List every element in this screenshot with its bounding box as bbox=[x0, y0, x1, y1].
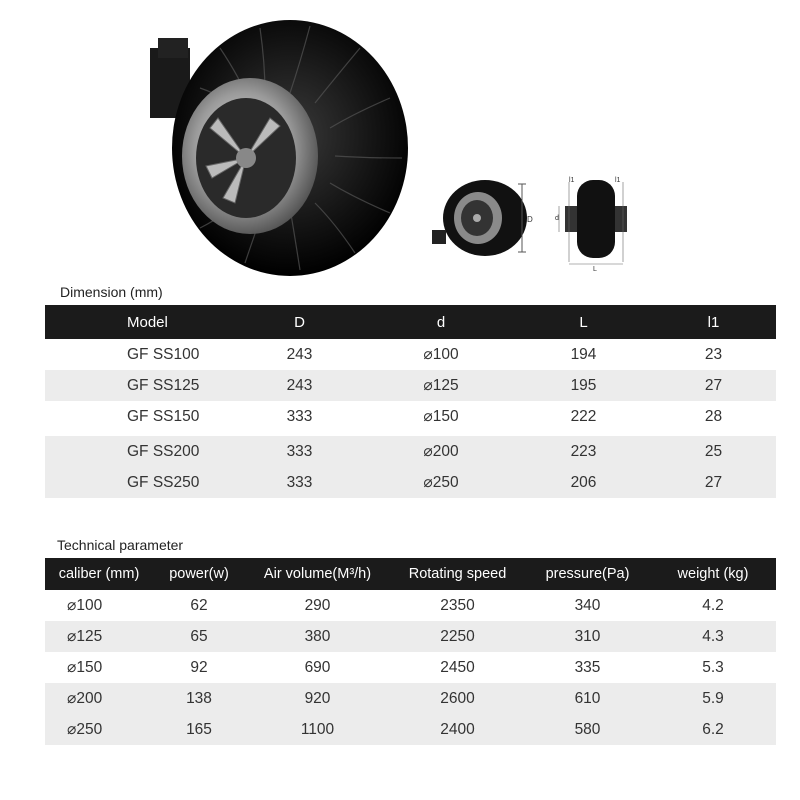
cell-d: ⌀150 bbox=[423, 408, 459, 425]
table-row bbox=[45, 621, 776, 652]
cell-weight: 5.9 bbox=[702, 689, 724, 707]
header-pressure: pressure(Pa) bbox=[545, 566, 630, 582]
cell-power: 92 bbox=[190, 658, 208, 676]
cell-model: GF SS150 bbox=[127, 407, 200, 425]
cell-D: 243 bbox=[286, 345, 313, 363]
table-row bbox=[45, 652, 776, 683]
cell-pressure: 310 bbox=[574, 627, 601, 645]
cell-d: ⌀200 bbox=[423, 443, 459, 460]
header-L: L bbox=[579, 313, 588, 331]
cell-model: GF SS100 bbox=[127, 345, 200, 363]
fan-front-thumbnail bbox=[430, 178, 550, 258]
technical-table bbox=[45, 558, 776, 745]
cell-rotating-speed: 2400 bbox=[440, 720, 475, 738]
table-row bbox=[45, 467, 776, 498]
cell-d: ⌀125 bbox=[423, 377, 459, 394]
header-air-volume: Air volume(M³/h) bbox=[263, 566, 372, 582]
header-d: d bbox=[436, 313, 446, 331]
header-caliber: caliber (mm) bbox=[58, 566, 140, 582]
cell-caliber: ⌀200 bbox=[67, 690, 103, 707]
cell-L: 223 bbox=[570, 442, 597, 460]
header-power: power(w) bbox=[169, 566, 229, 582]
cell-L: 222 bbox=[570, 407, 597, 425]
cell-model: GF SS200 bbox=[127, 442, 200, 460]
cell-d: ⌀250 bbox=[423, 474, 459, 491]
cell-caliber: ⌀125 bbox=[67, 628, 103, 645]
technical-header-row bbox=[45, 558, 776, 590]
table-row bbox=[45, 590, 776, 621]
dimension-L-label: L bbox=[593, 266, 597, 272]
cell-air-volume: 690 bbox=[304, 658, 331, 676]
dimension-D-label: D bbox=[527, 215, 533, 224]
cell-L: 206 bbox=[570, 473, 597, 491]
table-row bbox=[45, 683, 776, 714]
cell-caliber: ⌀100 bbox=[67, 597, 103, 614]
dimension-l1-right-label: l1 bbox=[615, 177, 621, 184]
cell-l1: 25 bbox=[704, 442, 723, 460]
cell-caliber: ⌀250 bbox=[67, 721, 103, 738]
cell-rotating-speed: 2250 bbox=[440, 627, 475, 645]
cell-D: 243 bbox=[286, 376, 313, 394]
table-row bbox=[45, 401, 776, 432]
table-row bbox=[45, 714, 776, 745]
table-row bbox=[45, 436, 776, 467]
cell-pressure: 340 bbox=[574, 596, 601, 614]
dimension-d-label: d bbox=[555, 215, 559, 222]
cell-weight: 6.2 bbox=[702, 720, 724, 738]
cell-rotating-speed: 2450 bbox=[440, 658, 475, 676]
cell-D: 333 bbox=[286, 473, 313, 491]
table-row bbox=[45, 339, 776, 370]
cell-air-volume: 1100 bbox=[300, 720, 335, 738]
cell-air-volume: 290 bbox=[304, 596, 331, 614]
cell-weight: 5.3 bbox=[702, 658, 724, 676]
cell-weight: 4.3 bbox=[702, 627, 724, 645]
dimension-header-row bbox=[45, 305, 776, 339]
fan-side-thumbnail bbox=[555, 172, 635, 272]
cell-power: 65 bbox=[190, 627, 208, 645]
cell-model: GF SS125 bbox=[127, 376, 200, 394]
cell-pressure: 580 bbox=[574, 720, 601, 738]
cell-model: GF SS250 bbox=[127, 473, 200, 491]
technical-title: Technical parameter bbox=[57, 537, 184, 553]
cell-air-volume: 920 bbox=[304, 689, 331, 707]
cell-air-volume: 380 bbox=[304, 627, 331, 645]
cell-L: 195 bbox=[570, 376, 597, 394]
cell-pressure: 610 bbox=[574, 689, 601, 707]
inline-fan-image bbox=[140, 8, 415, 276]
dimension-l1-left-label: l1 bbox=[569, 177, 575, 184]
cell-rotating-speed: 2350 bbox=[440, 596, 475, 614]
cell-rotating-speed: 2600 bbox=[440, 689, 475, 707]
cell-d: ⌀100 bbox=[423, 346, 459, 363]
cell-power: 138 bbox=[186, 689, 212, 707]
table-row bbox=[45, 370, 776, 401]
cell-l1: 27 bbox=[704, 376, 723, 394]
cell-pressure: 335 bbox=[574, 658, 601, 676]
header-l1: l1 bbox=[707, 313, 720, 331]
cell-D: 333 bbox=[286, 442, 313, 460]
cell-L: 194 bbox=[570, 345, 597, 363]
header-model: Model bbox=[127, 313, 168, 331]
cell-weight: 4.2 bbox=[702, 596, 724, 614]
cell-l1: 28 bbox=[704, 407, 723, 425]
cell-power: 62 bbox=[190, 596, 208, 614]
cell-l1: 23 bbox=[704, 345, 723, 363]
cell-power: 165 bbox=[186, 720, 212, 738]
cell-D: 333 bbox=[286, 407, 313, 425]
dimension-table bbox=[45, 305, 776, 498]
header-D: D bbox=[294, 313, 305, 331]
header-weight: weight (kg) bbox=[677, 566, 749, 582]
dimension-title: Dimension (mm) bbox=[60, 284, 163, 300]
header-rotating-speed: Rotating speed bbox=[408, 566, 507, 582]
cell-caliber: ⌀150 bbox=[67, 659, 103, 676]
cell-l1: 27 bbox=[704, 473, 723, 491]
